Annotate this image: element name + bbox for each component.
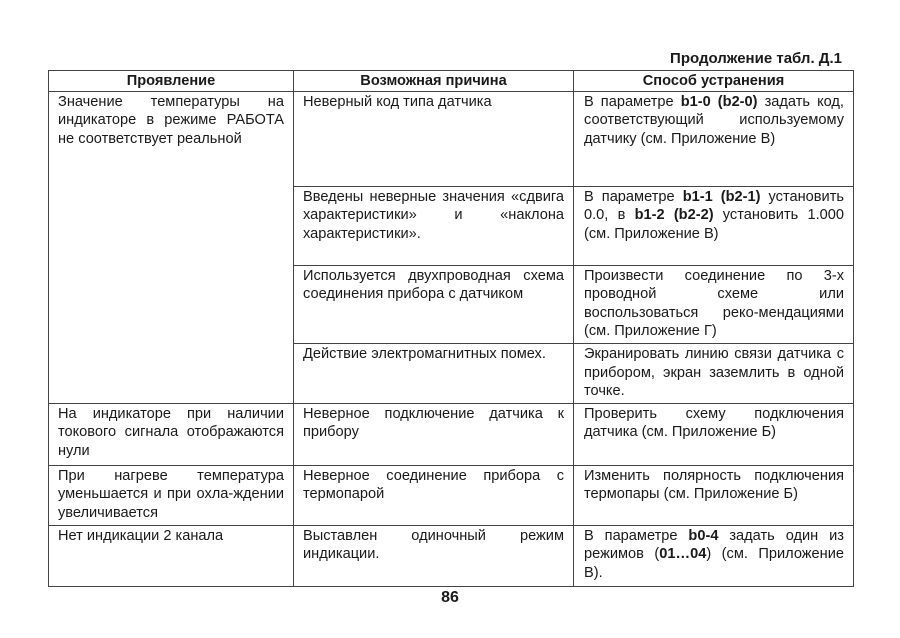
mode-range: 01…04 (659, 546, 707, 563)
fix-text: В параметре (584, 93, 681, 110)
troubleshooting-table (48, 70, 854, 587)
fix-cell: Экранировать линию связи датчика с прибором, экран заземлить в одной точке. (574, 343, 854, 403)
page-number: 86 (441, 589, 459, 606)
fix-cell: Проверить схему подключения датчика (см. Приложение Б) (574, 403, 854, 465)
fix-text: В параметре (584, 188, 683, 205)
header-fix: Способ устранения (574, 71, 854, 92)
table-row (49, 465, 854, 525)
fix-cell (574, 91, 854, 186)
parameter-code: b1-1 (b2-1) (682, 188, 761, 205)
table-row (49, 525, 854, 586)
header-cause: Возможная причина (294, 71, 574, 92)
fix-text: задать код, соответствующий используемому датчику (см. Приложение В) (584, 93, 844, 147)
parameter-code: b0-4 (688, 527, 719, 544)
symptom-cell: На индикаторе при наличии токового сигнала отображаются нули (49, 403, 294, 465)
cause-cell: Неверное соединение прибора с термопарой (294, 465, 574, 525)
header-symptom: Проявление (49, 71, 294, 92)
fix-cell: Изменить полярность подключения термопары (см. Приложение Б) (574, 465, 854, 525)
fix-text: установить 0.0, в (584, 188, 844, 224)
fix-text: задать один из режимов ( (584, 527, 844, 563)
cause-cell: Используется двухпроводная схема соединения прибора с датчиком (294, 265, 574, 343)
cause-cell: Действие электромагнитных помех. (294, 343, 574, 403)
cause-cell: Неверное подключение датчика к прибору (294, 403, 574, 465)
fix-cell (574, 186, 854, 265)
symptom-cell: При нагреве температура уменьшается и при охла-ждении увеличивается (49, 465, 294, 525)
symptom-cell: Значение температуры на индикаторе в режиме РАБОТА не соответствует реальной (49, 91, 294, 403)
fix-text: В параметре (584, 527, 689, 544)
table-caption: Продолжение табл. Д.1 (670, 50, 842, 67)
parameter-code: b1-0 (b2-0) (680, 93, 758, 110)
fix-cell (574, 525, 854, 586)
table-row (49, 403, 854, 465)
cause-cell: Выставлен одиночный режим индикации. (294, 525, 574, 586)
fix-cell: Произвести соединение по 3-х проводной схеме или воспользоваться реко-мендациями (см. Приложение Г) (574, 265, 854, 343)
cause-cell: Неверный код типа датчика (294, 91, 574, 186)
table-row (49, 91, 854, 186)
table-header-row (49, 71, 854, 92)
symptom-cell: Нет индикации 2 канала (49, 525, 294, 586)
cause-cell: Введены неверные значения «сдвига характеристики» и «наклона характеристики». (294, 186, 574, 265)
parameter-code: b1-2 (b2-2) (634, 207, 714, 224)
fix-text: установить 1.000 (см. Приложение В) (584, 207, 844, 242)
fix-text: ) (см. Приложение В). (584, 546, 844, 581)
